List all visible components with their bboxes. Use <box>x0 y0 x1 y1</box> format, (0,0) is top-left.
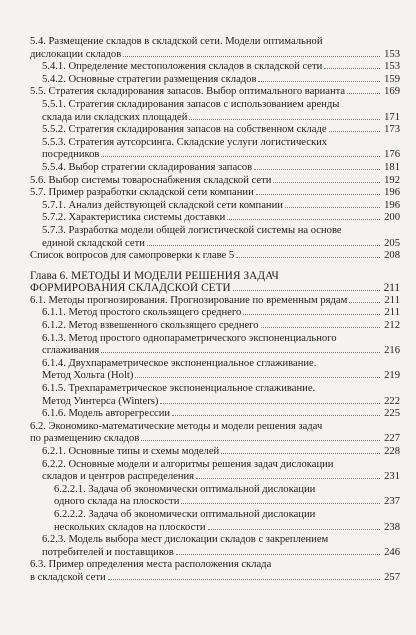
toc-entry-title: 6.1.2. Метод взвешенного скользящего среднего <box>42 320 259 332</box>
toc-entry-title: 6.1.5. Трехпараметрическое экспоненциальное сглаживание. <box>42 383 316 395</box>
toc-entry-title: Метод Уинтерса (Winters) <box>42 395 159 407</box>
toc-entry[interactable] <box>30 86 400 99</box>
toc-entry-title: 6.2.2. Основные модели и алгоритмы решения задач дислокации <box>42 458 334 470</box>
toc-entry-page: 169 <box>384 86 400 98</box>
toc-entry[interactable] <box>30 471 400 484</box>
dot-leader <box>101 352 380 353</box>
toc-entry-title: 5.7.1. Анализ действующей складской сети компании <box>42 199 283 211</box>
toc-entry[interactable] <box>30 320 400 333</box>
toc-entry-title: Список вопросов для самопроверки к главе 5 <box>30 250 235 262</box>
dot-leader <box>135 377 380 378</box>
toc-entry-title: складов и центров распределения <box>42 471 195 483</box>
toc-entry-page: 212 <box>384 320 400 332</box>
toc-entry-page: 211 <box>384 307 400 319</box>
dot-leader <box>208 529 380 530</box>
toc-entry-title: 6.1.3. Метод простого однопараметрического экспоненциального <box>42 332 337 344</box>
toc-entry-title: дислокации складов <box>30 48 122 60</box>
toc-entry-page: 219 <box>384 370 400 382</box>
toc-entry[interactable] <box>30 124 400 137</box>
toc-entry[interactable] <box>30 149 400 162</box>
toc-entry-page: 216 <box>384 345 400 357</box>
toc-entry-title: 6.1.1. Метод простого скользящего среднего <box>42 307 242 319</box>
toc-entry[interactable] <box>30 112 400 125</box>
toc-entry-title: 6.2.3. Модель выбора мест дислокации складов с закреплением <box>42 534 329 546</box>
toc-entry[interactable] <box>30 74 400 87</box>
toc-entry[interactable] <box>30 358 400 371</box>
toc-entry-page: 227 <box>384 433 400 445</box>
toc-entry-page: 176 <box>384 149 400 161</box>
toc-entry-title: 6.2.2.1. Задача об экономически оптимальной дислокации <box>54 483 316 495</box>
dot-leader <box>233 290 380 291</box>
toc-entry-title: 5.5.1. Стратегия складирования запасов с использованием аренды <box>42 98 340 110</box>
toc-entry-page: 211 <box>384 294 400 306</box>
toc-entry-page: 196 <box>384 199 400 211</box>
toc-entry-page: 153 <box>384 61 400 73</box>
toc-entry-title: 6.1.6. Модель авторегрессии <box>42 408 171 420</box>
toc-entry-title: 5.5. Стратегия складирования запасов. Выбор оптимального варианта <box>30 86 346 98</box>
toc-entry-page: 192 <box>384 174 400 186</box>
toc-entry-title: 6.1.4. Двухпараметрическое экспоненциальное сглаживание. <box>42 357 317 369</box>
toc-entry[interactable] <box>30 534 400 547</box>
toc-entry[interactable] <box>30 459 400 472</box>
toc-entry[interactable] <box>30 333 400 346</box>
section-gap <box>30 263 400 270</box>
toc-entry[interactable] <box>30 162 400 175</box>
dot-leader <box>160 403 380 404</box>
toc-entry-title: 5.5.4. Выбор стратегии складирования запасов <box>42 161 253 173</box>
toc-entry-page: 196 <box>384 187 400 199</box>
toc-entry-title: 5.7.2. Характеристика системы доставки <box>42 212 226 224</box>
dot-leader <box>256 194 380 195</box>
dot-leader <box>236 257 380 258</box>
dot-leader <box>172 415 380 416</box>
toc-entry-title: сглаживания <box>42 345 100 357</box>
dot-leader <box>189 119 380 120</box>
toc-entry-page: 208 <box>384 250 400 262</box>
dot-leader <box>227 219 380 220</box>
dot-leader <box>221 453 380 454</box>
toc-entry-title: 6.2.2.2. Задача об экономически оптимальной дислокации <box>54 508 316 520</box>
toc-entry-title: по размещению складов <box>30 433 140 445</box>
toc-entry[interactable] <box>30 509 400 522</box>
toc-entry[interactable] <box>30 345 400 358</box>
toc-entry-title: 5.4. Размещение складов в складской сети. Модели оптимальной <box>30 36 323 47</box>
toc-entry[interactable] <box>30 547 400 560</box>
toc-entry[interactable] <box>30 433 400 446</box>
toc-entry-title: 5.7.3. Разработка модели общей логистической системы на основе <box>42 224 342 236</box>
toc-entry[interactable] <box>30 187 400 200</box>
dot-leader <box>285 207 380 208</box>
toc-entry-title: 5.4.1. Определение местоположения складов в складской сети <box>42 61 323 73</box>
toc-entry-page: 211 <box>383 282 400 295</box>
toc-entry[interactable] <box>30 383 400 396</box>
toc-entry-page: 238 <box>384 521 400 533</box>
toc-entry-title: 5.6. Выбор системы товароснабжения складской сети <box>30 174 272 186</box>
toc-entry-page: 200 <box>384 212 400 224</box>
toc-entry-title: 6.2.1. Основные типы и схемы моделей <box>42 446 220 457</box>
toc-entry-title: 5.5.2. Стратегия складирования запасов на собственном складе <box>42 124 327 136</box>
toc-entry-title: посредников <box>42 149 100 161</box>
dot-leader <box>254 169 380 170</box>
toc-entry[interactable] <box>30 421 400 434</box>
toc-entry[interactable] <box>30 496 400 509</box>
dot-leader <box>123 56 380 57</box>
toc-entry-title: Глава 6. МЕТОДЫ И МОДЕЛИ РЕШЕНИЯ ЗАДАЧ <box>30 269 279 282</box>
toc-entry[interactable] <box>30 370 400 383</box>
toc-entry-title: в складской сети <box>30 571 106 583</box>
toc-entry[interactable] <box>30 212 400 225</box>
dot-leader <box>141 440 380 441</box>
toc-entry-page: 257 <box>384 571 400 583</box>
toc-entry-page: 225 <box>384 408 400 420</box>
toc-entry-page: 181 <box>384 161 400 173</box>
dot-leader <box>324 68 380 69</box>
toc-entry-title: единой складской сети <box>42 237 145 249</box>
toc-entry[interactable] <box>30 522 400 535</box>
toc-entry-title: склада или складских площадей <box>42 111 188 123</box>
toc-entry[interactable] <box>30 270 400 283</box>
toc-entry-title: 5.5.3. Стратегия аутсорсинга. Складские услуги логистических <box>42 136 328 148</box>
toc-entry[interactable] <box>30 137 400 150</box>
dot-leader <box>273 182 380 183</box>
dot-leader <box>349 302 380 303</box>
toc-entry[interactable] <box>30 200 400 213</box>
toc-entry-title: Метод Хольта (Holt) <box>42 370 134 382</box>
dot-leader <box>243 314 380 315</box>
toc-entry-title: потребителей и поставщиков <box>42 546 174 558</box>
toc-entry-page: 153 <box>384 48 400 60</box>
toc-entry-page: 246 <box>384 546 400 558</box>
dot-leader <box>176 554 380 555</box>
toc-entry-page: 171 <box>384 111 400 123</box>
toc-entry-title: 5.4.2. Основные стратегии размещения складов <box>42 73 257 85</box>
toc-entry-title: нескольких складов на плоскости <box>54 521 206 533</box>
dot-leader <box>181 503 380 504</box>
toc-entry-page: 237 <box>384 496 400 508</box>
toc-entry[interactable] <box>30 408 400 421</box>
toc-entry-page: 159 <box>384 73 400 85</box>
toc-entry-title: одного склада на плоскости <box>54 496 180 508</box>
toc-entry-page: 205 <box>384 237 400 249</box>
toc-entry-page: 173 <box>384 124 400 136</box>
toc-entry[interactable] <box>30 282 400 295</box>
toc-entry[interactable] <box>30 175 400 188</box>
toc-entry[interactable] <box>30 225 400 238</box>
toc-entry[interactable] <box>30 238 400 251</box>
toc-entry[interactable] <box>30 295 400 308</box>
dot-leader <box>347 93 380 94</box>
toc-entry[interactable] <box>30 446 400 459</box>
dot-leader <box>147 245 380 246</box>
toc-entry[interactable] <box>30 559 400 572</box>
toc-entry[interactable] <box>30 307 400 320</box>
toc-entry-page: 231 <box>384 471 400 483</box>
toc-entry[interactable] <box>30 250 400 263</box>
dot-leader <box>258 81 380 82</box>
toc-entry-title: 6.2. Экономико-математические методы и модели решения задач <box>30 420 323 432</box>
toc-entry[interactable] <box>30 49 400 62</box>
dot-leader <box>261 327 380 328</box>
toc-entry-page: 228 <box>384 446 400 457</box>
toc-entry-title: ФОРМИРОВАНИЯ СКЛАДСКОЙ СЕТИ <box>30 282 231 295</box>
toc-entry[interactable] <box>30 99 400 112</box>
dot-leader <box>329 131 380 132</box>
dot-leader <box>108 579 380 580</box>
toc-entry[interactable] <box>30 61 400 74</box>
toc-entry[interactable] <box>30 572 400 585</box>
toc-entry-title: 5.7. Пример разработки складской сети компании <box>30 187 254 199</box>
dot-leader <box>196 478 380 479</box>
toc-entry-title: 6.3. Пример определения места расположения склада <box>30 559 272 571</box>
toc-entry[interactable] <box>30 484 400 497</box>
toc-entry[interactable] <box>30 36 400 49</box>
toc-entry[interactable] <box>30 396 400 409</box>
toc-entry-title: 6.1. Методы прогнозирования. Прогнозирование по временным рядам <box>30 294 348 306</box>
toc-entry-page: 222 <box>384 395 400 407</box>
dot-leader <box>101 156 380 157</box>
